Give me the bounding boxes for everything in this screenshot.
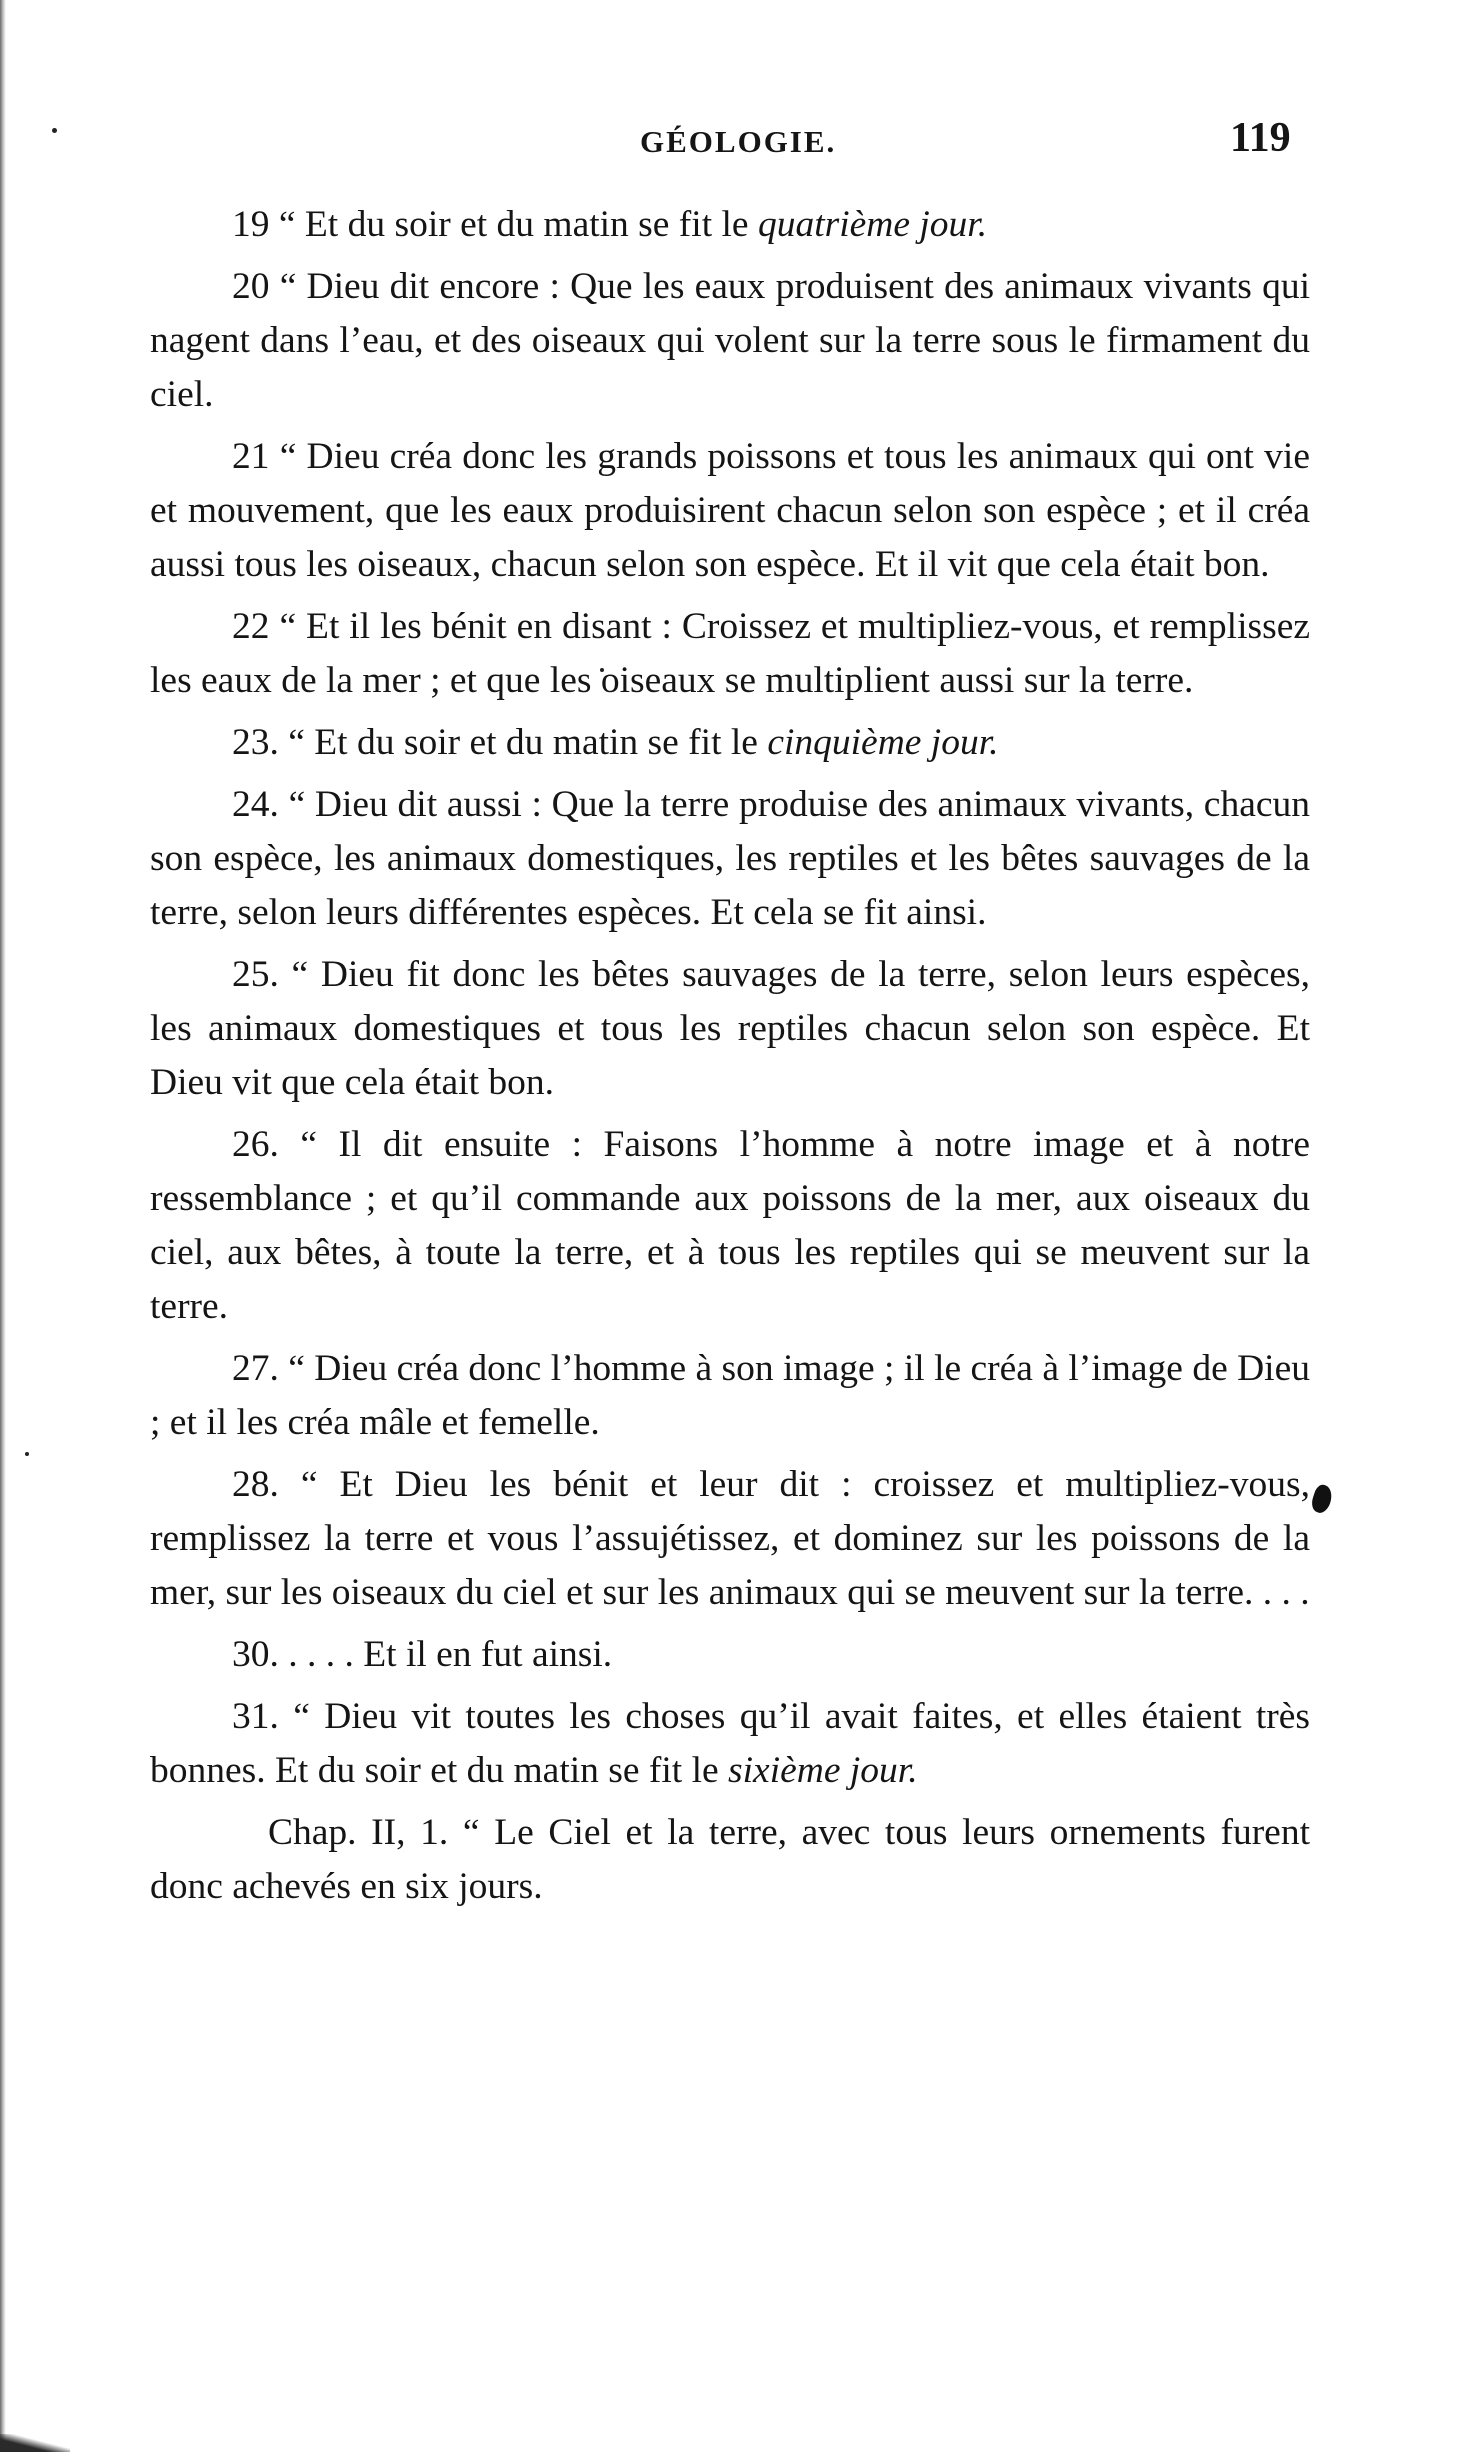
verse-text: 27. “ Dieu créa donc l’homme à son image ; il le créa à l’image de Dieu ; et il les créa mâle et femelle. [150,1348,1310,1443]
verse-21 [150,430,1310,592]
verse-20 [150,260,1310,422]
verse-text: 23. “ Et du soir et du matin se fit le [232,722,768,763]
verse-19 [150,198,1310,252]
running-head: GÉOLOGIE. [640,124,837,159]
chapter-2-verse-1 [150,1806,1310,1914]
verse-text: 31. “ Dieu vit toutes les choses qu’il avait faites, et elles étaient très bonnes. Et du soir et du matin se fit le [150,1696,1310,1791]
corner-shadow [0,2434,70,2452]
verse-31 [150,1690,1310,1798]
page-edge-shadow [0,0,6,2452]
verse-text: 24. “ Dieu dit aussi : Que la terre produise des animaux vivants, chacun son espèce, les animaux domestiques, les reptiles et les bêtes sauvages de la terre, selon leurs différentes espèces. Et cela se fit ainsi. [150,784,1310,933]
verse-30 [150,1628,1310,1682]
verse-text: 28. “ Et Dieu les bénit et leur dit : croissez et multipliez-vous, remplissez la terre et vous l’assujétissez, et dominez sur les poissons de la mer, sur les oiseaux du ciel et sur les animaux qui se meuvent sur la terre. . . . [150,1464,1310,1613]
verse-italic: sixième jour. [728,1750,918,1791]
verse-text: 26. “ Il dit ensuite : Faisons l’homme à notre image et à notre ressemblance ; et qu’il commande aux poissons de la mer, aux oiseaux du ciel, aux bêtes, à toute la terre, et à tous les reptiles qui se meuvent sur la terre. [150,1124,1310,1327]
verse-italic: quatrième jour. [757,204,988,245]
verse-text: 20 “ Dieu dit encore : Que les eaux produisent des animaux vivants qui nagent dans l’eau, et des oiseaux qui volent sur la terre sous le firmament du ciel. [150,266,1310,415]
speck [52,128,57,133]
verse-italic: cinquième jour. [767,722,999,763]
verse-text: 22 “ Et il les bénit en disant : Croissez et multipliez-vous, et remplissez les eaux de la mer ; et que les oiseaux se multiplient aussi sur la terre. [150,606,1310,701]
verse-text: 30. . . . . Et il en fut ainsi. [232,1634,613,1675]
chapter-text: Chap. II, 1. “ Le Ciel et la terre, avec tous leurs ornements furent donc achevés en six jours. [150,1812,1310,1907]
verse-26 [150,1118,1310,1334]
verse-text: 21 “ Dieu créa donc les grands poissons et tous les animaux qui ont vie et mouvement, que les eaux produisirent chacun selon son espèce ; et il créa aussi tous les oiseaux, chacun selon son espèce. Et il vit que cela était bon. [150,436,1310,585]
verse-text: 19 “ Et du soir et du matin se fit le [232,204,758,245]
body-text [150,198,1310,1922]
verse-28 [150,1458,1310,1620]
page-number: 119 [1230,115,1291,161]
verse-25 [150,948,1310,1110]
verse-24 [150,778,1310,940]
verse-22 [150,600,1310,708]
ink-blot [1309,1483,1335,1515]
speck [25,1452,29,1456]
verse-27 [150,1342,1310,1450]
verse-23 [150,716,1310,770]
verse-text: 25. “ Dieu fit donc les bêtes sauvages de la terre, selon leurs espèces, les animaux domestiques et tous les reptiles chacun selon son espèce. Et Dieu vit que cela était bon. [150,954,1310,1103]
